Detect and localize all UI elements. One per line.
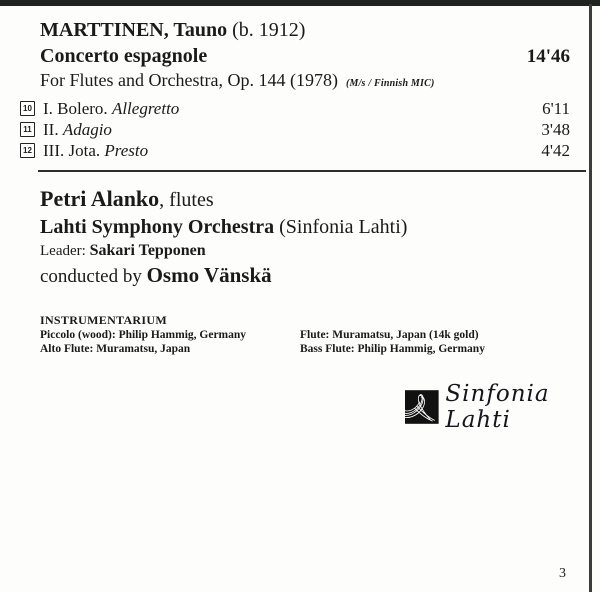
track-title <box>43 98 542 119</box>
soloist-line <box>40 185 570 214</box>
soloist-role: , flutes <box>159 189 214 211</box>
tempo-marking: Adagio <box>62 120 112 139</box>
track-number-badge: 12 <box>20 143 35 158</box>
track-row <box>20 98 570 119</box>
page-content <box>23 18 570 433</box>
page-number: 3 <box>559 566 566 581</box>
instrumentarium-col-left <box>40 328 300 356</box>
instrumentarium-heading: INSTRUMENTARIUM <box>40 313 167 327</box>
instrumentarium-grid <box>40 328 570 356</box>
track-duration: 4'42 <box>541 141 570 160</box>
track-list <box>23 98 570 161</box>
work-title: Concerto espagnole <box>40 45 208 67</box>
conductor-label: conducted by <box>40 266 147 287</box>
scan-top-edge <box>0 0 600 6</box>
track-number-badge: 10 <box>20 101 35 116</box>
section-divider <box>38 170 586 172</box>
movement-label: I. Bolero. <box>43 99 112 118</box>
leader-label: Leader: <box>40 243 90 259</box>
tempo-marking: Allegretto <box>111 99 180 118</box>
orchestra-alt-name: (Sinfonia Lahti) <box>274 216 408 238</box>
instrument-entry: Alto Flute: Muramatsu, Japan <box>40 343 191 355</box>
sinfonia-lahti-logo <box>398 381 570 433</box>
instrumentarium-section <box>40 313 570 356</box>
instrument-entry: Piccolo (wood): Philip Hammig, Germany <box>40 329 247 341</box>
instrumentarium-col-right <box>300 328 485 356</box>
track-number-badge: 11 <box>20 122 35 137</box>
work-subtitle-row <box>40 69 570 95</box>
composer-line <box>40 18 570 42</box>
work-rights-note: (M/s / Finnish MIC) <box>345 78 435 89</box>
orchestra-name: Lahti Symphony Orchestra <box>40 216 275 238</box>
work-title-row <box>40 44 570 68</box>
conductor-name: Osmo Vänskä <box>146 263 272 287</box>
movement-label: III. Jota. <box>43 141 105 160</box>
composer-name: MARTTINEN, Tauno <box>40 19 228 41</box>
leader-line <box>40 240 570 262</box>
instrument-entry: Bass Flute: Philip Hammig, Germany <box>300 343 485 355</box>
track-duration: 6'11 <box>542 99 570 118</box>
track-title <box>43 140 541 161</box>
orchestra-line <box>40 214 570 240</box>
track-title <box>43 119 541 140</box>
composer-dates: (b. 1912) <box>232 19 306 41</box>
track-row <box>20 119 570 140</box>
movement-label: II. <box>43 120 63 139</box>
instrument-entry: Flute: Muramatsu, Japan (14k gold) <box>300 329 479 341</box>
swan-flourish-icon <box>398 381 441 433</box>
soloist-name: Petri Alanko <box>40 186 160 211</box>
tempo-marking: Presto <box>104 141 149 160</box>
logo-wordmark: Sinfonia Lahti <box>445 381 550 433</box>
leader-name: Sakari Tepponen <box>89 242 206 259</box>
track-duration: 3'48 <box>541 120 570 139</box>
track-row <box>20 140 570 161</box>
work-duration: 14'46 <box>526 46 570 67</box>
conductor-line <box>40 262 570 290</box>
work-subtitle: For Flutes and Orchestra, Op. 144 (1978) <box>40 70 338 90</box>
scan-right-edge <box>589 4 592 592</box>
